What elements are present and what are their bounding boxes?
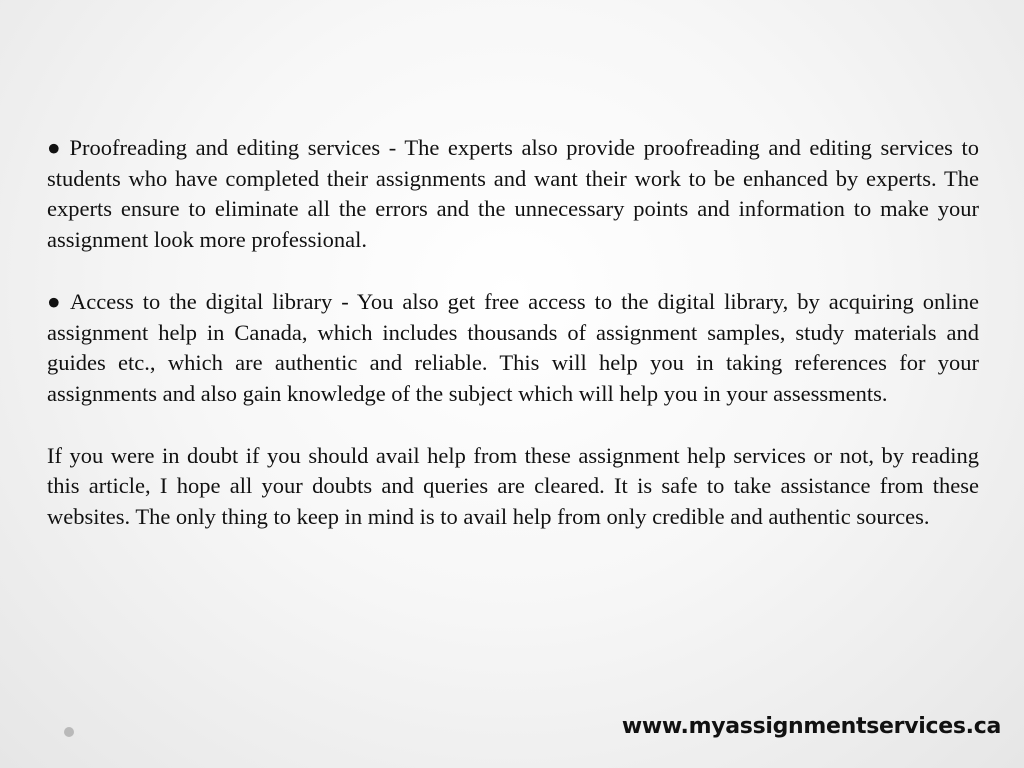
bullet-icon: ● bbox=[47, 135, 64, 160]
paragraph-text: If you were in doubt if you should avail help from these assignment help services or not, by reading this article, I hope all your doubts and queries are cleared. It is safe to take assistance from these websites. The only thing to keep in mind is to avail help from only credible and authentic sources. bbox=[47, 442, 979, 530]
paragraph-digital-library bbox=[47, 287, 979, 410]
paragraph-proofreading bbox=[47, 133, 979, 256]
paragraph-text: Access to the digital library - You also get free access to the digital library, by acquiring online assignment help in Canada, which includes thousands of assignment samples, study materials and guides etc., which are authentic and reliable. This will help you in taking references for your assignments and also gain knowledge of the subject which will help you in your assessments. bbox=[47, 288, 979, 406]
slide-body bbox=[47, 133, 979, 564]
footer-dot-icon bbox=[64, 727, 74, 737]
paragraph-conclusion bbox=[47, 441, 979, 533]
paragraph-text: Proofreading and editing services - The experts also provide proofreading and editing services to students who have completed their assignments and want their work to be enhanced by experts. The experts ensure to eliminate all the errors and the unnecessary points and information to make your assignment look more professional. bbox=[47, 135, 980, 253]
footer-website-url: www.myassignmentservices.ca bbox=[621, 714, 1001, 739]
bullet-icon: ● bbox=[47, 288, 64, 314]
